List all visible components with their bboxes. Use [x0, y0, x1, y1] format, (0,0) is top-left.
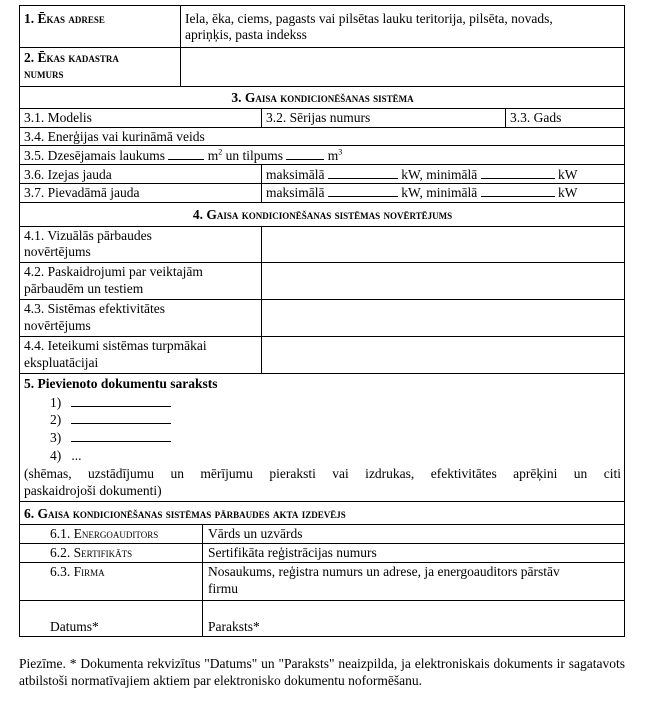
volume-blank[interactable] — [286, 148, 324, 160]
col-divider — [261, 164, 262, 202]
row-divider — [19, 600, 625, 601]
cadastre-label: 2. Ēkas kadastra numurs — [24, 50, 119, 81]
firm-value: Nosaukums, reģistra numurs un adrese, ja energoauditors pārstāv — [208, 564, 560, 579]
col-divider — [261, 108, 262, 127]
input-min-blank[interactable] — [481, 185, 555, 197]
recommendations-label: 4.4. Ieteikumi sistēmas turpmākai — [24, 338, 207, 353]
doc-item-2: 2) — [50, 412, 171, 428]
section-5-title: 5. Pievienoto dokumentu saraksts — [24, 376, 218, 391]
area-row: 3.5. Dzesējamais laukums $m^2$ un tilpums $m^3$ — [24, 147, 343, 163]
doc-item-1: 1) — [50, 395, 171, 411]
visual-check-label: 4.1. Vizuālās pārbaudes — [24, 228, 152, 243]
signature-label: Paraksts* — [208, 619, 260, 634]
row-divider — [19, 86, 625, 87]
row-divider — [19, 164, 625, 165]
row-divider — [19, 226, 625, 227]
row-divider — [19, 47, 625, 48]
recommendations-label-2: ekspluatācijai — [24, 355, 99, 370]
section-4-title: 4. Gaisa kondicionēšanas sistēmas novērtējums — [192, 207, 453, 222]
row-divider — [19, 373, 625, 374]
col-divider — [505, 108, 506, 127]
row-divider — [19, 108, 625, 109]
tests-label-2: pārbaudēm un testiem — [24, 281, 144, 296]
row-divider — [19, 262, 625, 263]
doc-description-2: paskaidrojoši dokumenti) — [24, 483, 162, 498]
section-3-title: 3. Gaisa kondicionēšanas sistēma — [231, 90, 414, 105]
doc-item-3: 3) — [50, 430, 171, 446]
year-label: 3.3. Gads — [510, 110, 562, 125]
col-divider — [180, 5, 181, 86]
firm-value-2: firmu — [208, 581, 238, 596]
doc-blank-2[interactable] — [71, 412, 171, 424]
row-divider — [19, 524, 625, 525]
tests-label: 4.2. Paskaidrojumi par veiktajām — [24, 264, 203, 279]
input-label: 3.7. Pievadāmā jauda — [24, 185, 140, 200]
serial-label: 3.2. Sērijas numurs — [266, 110, 371, 125]
row-divider — [19, 145, 625, 146]
row-divider — [19, 543, 625, 544]
doc-blank-3[interactable] — [71, 430, 171, 442]
address-value-line1: Iela, ēka, ciems, pagasts vai pilsētas lauku teritorija, pilsēta, novads, apriņķis, pasta indekss — [185, 11, 553, 42]
row-divider — [19, 336, 625, 337]
col-divider — [261, 226, 262, 373]
certificate-value: Sertifikāta reģistrācijas numurs — [208, 545, 377, 560]
output-label: 3.6. Izejas jauda — [24, 167, 112, 182]
auditor-label: 6.1. Energoauditors — [50, 526, 159, 541]
col-divider — [202, 524, 203, 637]
input-values: maksimālā kW, minimālā kW — [266, 185, 578, 200]
address-label: 1. Ēkas adrese — [24, 11, 105, 26]
firm-label: 6.3. Firma — [50, 564, 105, 579]
date-label: Datums* — [50, 619, 99, 634]
output-max-blank[interactable] — [328, 167, 398, 179]
energy-label: 3.4. Enerģijas vai kurināmā veids — [24, 129, 205, 144]
row-divider — [19, 127, 625, 128]
row-divider — [19, 183, 625, 184]
row-divider — [19, 202, 625, 203]
output-min-blank[interactable] — [481, 167, 555, 179]
model-label: 3.1. Modelis — [24, 110, 92, 125]
footnote: Piezīme. * Dokumenta rekvizītus "Datums" un "Paraksts" neaizpilda, ja elektroniskais dokuments ir sagatavots atbilstoši normatīvajiem aktiem par elektronisko dokumentu noformēšanu. — [19, 656, 625, 688]
efficiency-label-2: novērtējums — [24, 318, 91, 333]
auditor-value: Vārds un uzvārds — [208, 526, 303, 541]
doc-item-4: 4) ... — [50, 448, 82, 463]
visual-check-label-2: novērtējums — [24, 244, 91, 259]
efficiency-label: 4.3. Sistēmas efektivitātes — [24, 301, 165, 316]
doc-blank-1[interactable] — [71, 395, 171, 407]
row-divider — [19, 299, 625, 300]
output-values: maksimālā kW, minimālā kW — [266, 167, 578, 182]
row-divider — [19, 562, 625, 563]
section-6-title: 6. Gaisa kondicionēšanas sistēmas pārbaudes akta izdevējs — [24, 506, 346, 521]
area-blank[interactable] — [168, 148, 204, 160]
input-max-blank[interactable] — [328, 185, 398, 197]
doc-description: (shēmas, uzstādījumu un mērījumu pieraksti vai izdrukas, efektivitātes aprēķini un citi — [24, 466, 621, 481]
row-divider — [19, 501, 625, 502]
certificate-label: 6.2. Sertifikāts — [50, 545, 133, 560]
